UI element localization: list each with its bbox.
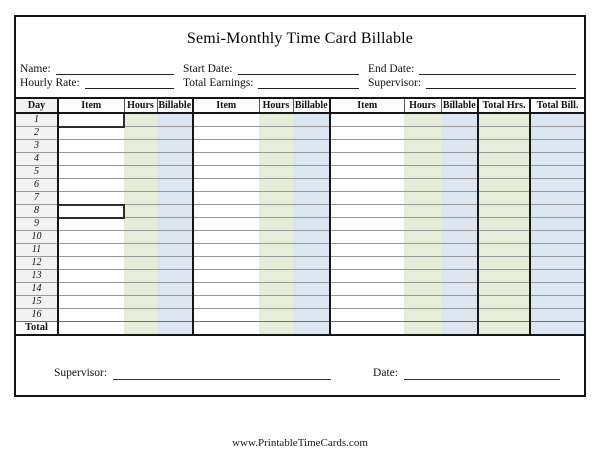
item-cell[interactable] — [330, 218, 404, 231]
day-row-12 — [16, 257, 584, 270]
hours-cell[interactable] — [259, 244, 293, 257]
hours-cell[interactable] — [259, 270, 293, 283]
hours-cell[interactable] — [259, 192, 293, 205]
billable-cell[interactable] — [293, 179, 330, 192]
column-header-item: Item — [193, 98, 259, 113]
day-row-1 — [16, 113, 584, 127]
day-number: 2 — [16, 127, 58, 140]
billable-cell[interactable] — [157, 218, 193, 231]
item-cell[interactable] — [58, 231, 124, 244]
day-row-15 — [16, 296, 584, 309]
item-cell[interactable] — [193, 218, 259, 231]
billable-cell[interactable] — [293, 283, 330, 296]
hours-cell[interactable] — [404, 218, 441, 231]
total-hrs-cell[interactable] — [478, 231, 530, 244]
hours-cell[interactable] — [259, 113, 293, 127]
billable-cell[interactable] — [293, 309, 330, 322]
billable-cell[interactable] — [441, 166, 478, 179]
item-cell[interactable] — [330, 296, 404, 309]
billable-cell[interactable] — [441, 218, 478, 231]
total-hrs-cell[interactable] — [478, 309, 530, 322]
billable-cell[interactable] — [441, 192, 478, 205]
item-cell[interactable] — [58, 166, 124, 179]
item-cell[interactable] — [330, 140, 404, 153]
total-row-label: Total — [16, 322, 58, 335]
hours-cell[interactable] — [124, 179, 157, 192]
item-cell[interactable] — [193, 283, 259, 296]
day-number: 4 — [16, 153, 58, 166]
billable-cell[interactable] — [157, 322, 193, 335]
day-row-14 — [16, 283, 584, 296]
time-card-form — [14, 15, 586, 397]
day-number: 7 — [16, 192, 58, 205]
billable-cell[interactable] — [157, 244, 193, 257]
day-row-10 — [16, 231, 584, 244]
item-cell[interactable] — [193, 140, 259, 153]
total-hrs-cell[interactable] — [478, 179, 530, 192]
hours-cell[interactable] — [124, 113, 157, 127]
billable-cell[interactable] — [293, 244, 330, 257]
billable-cell[interactable] — [441, 244, 478, 257]
hours-cell[interactable] — [124, 192, 157, 205]
hours-cell[interactable] — [404, 270, 441, 283]
hours-cell[interactable] — [124, 140, 157, 153]
day-row-13 — [16, 270, 584, 283]
item-cell[interactable] — [58, 296, 124, 309]
item-cell[interactable] — [330, 153, 404, 166]
hours-cell[interactable] — [124, 270, 157, 283]
start-date-input[interactable] — [238, 63, 360, 75]
end-date-field — [368, 63, 580, 75]
supervisor-field — [368, 77, 580, 89]
billable-cell[interactable] — [441, 205, 478, 218]
item-cell[interactable] — [330, 231, 404, 244]
total-bill-cell[interactable] — [530, 218, 584, 231]
hours-cell[interactable] — [124, 283, 157, 296]
hours-cell[interactable] — [259, 127, 293, 140]
item-cell[interactable] — [330, 113, 404, 127]
day-number: 12 — [16, 257, 58, 270]
item-cell[interactable] — [193, 127, 259, 140]
day-number: 13 — [16, 270, 58, 283]
item-cell[interactable] — [193, 192, 259, 205]
total-hrs-cell[interactable] — [478, 166, 530, 179]
signature-date-input[interactable] — [404, 367, 560, 380]
day-number: 3 — [16, 140, 58, 153]
billable-cell[interactable] — [293, 322, 330, 335]
hours-cell[interactable] — [404, 309, 441, 322]
billable-cell[interactable] — [293, 153, 330, 166]
day-row-5 — [16, 166, 584, 179]
total-hrs-cell[interactable] — [478, 218, 530, 231]
hourly-rate-input[interactable] — [85, 77, 174, 89]
hours-cell[interactable] — [259, 179, 293, 192]
hours-cell[interactable] — [259, 218, 293, 231]
billable-cell[interactable] — [293, 192, 330, 205]
billable-cell[interactable] — [157, 179, 193, 192]
item-cell[interactable] — [58, 205, 124, 218]
hourly-rate-label: Hourly Rate: — [20, 77, 80, 89]
billable-cell[interactable] — [157, 283, 193, 296]
total-hrs-cell[interactable] — [478, 127, 530, 140]
billable-cell[interactable] — [157, 309, 193, 322]
day-row-11 — [16, 244, 584, 257]
total-bill-cell[interactable] — [530, 140, 584, 153]
hours-cell[interactable] — [404, 283, 441, 296]
total-bill-cell[interactable] — [530, 153, 584, 166]
hours-cell[interactable] — [259, 257, 293, 270]
item-cell[interactable] — [58, 113, 124, 127]
total-bill-cell[interactable] — [530, 309, 584, 322]
total-bill-cell[interactable] — [530, 113, 584, 127]
total-bill-cell[interactable] — [530, 166, 584, 179]
total-hrs-cell[interactable] — [478, 270, 530, 283]
item-cell[interactable] — [193, 113, 259, 127]
total-bill-cell[interactable] — [530, 127, 584, 140]
item-cell[interactable] — [193, 270, 259, 283]
billable-cell[interactable] — [441, 113, 478, 127]
item-cell[interactable] — [58, 257, 124, 270]
item-cell[interactable] — [330, 309, 404, 322]
item-cell[interactable] — [193, 205, 259, 218]
item-cell[interactable] — [330, 127, 404, 140]
billable-cell[interactable] — [157, 231, 193, 244]
hours-cell[interactable] — [259, 283, 293, 296]
billable-cell[interactable] — [157, 270, 193, 283]
hours-cell[interactable] — [124, 205, 157, 218]
billable-cell[interactable] — [293, 205, 330, 218]
total-earnings-input[interactable] — [258, 77, 359, 89]
total-hrs-cell[interactable] — [478, 205, 530, 218]
column-header-hours: Hours — [259, 98, 293, 113]
day-number: 5 — [16, 166, 58, 179]
item-cell[interactable] — [193, 257, 259, 270]
hours-cell[interactable] — [124, 257, 157, 270]
hours-cell[interactable] — [124, 309, 157, 322]
day-row-3 — [16, 140, 584, 153]
name-field — [20, 63, 183, 75]
billable-cell[interactable] — [157, 166, 193, 179]
billable-cell[interactable] — [293, 113, 330, 127]
hours-cell[interactable] — [124, 231, 157, 244]
item-cell[interactable] — [330, 166, 404, 179]
billable-cell[interactable] — [441, 309, 478, 322]
column-header-hours: Hours — [404, 98, 441, 113]
hours-cell[interactable] — [259, 205, 293, 218]
item-cell[interactable] — [58, 322, 124, 335]
day-row-16 — [16, 309, 584, 322]
hours-cell[interactable] — [124, 218, 157, 231]
column-header-total-hrs: Total Hrs. — [478, 98, 530, 113]
billable-cell[interactable] — [441, 179, 478, 192]
billable-cell[interactable] — [157, 192, 193, 205]
billable-cell[interactable] — [441, 322, 478, 335]
billable-cell[interactable] — [157, 140, 193, 153]
billable-cell[interactable] — [293, 231, 330, 244]
item-cell[interactable] — [193, 166, 259, 179]
total-hrs-cell[interactable] — [478, 296, 530, 309]
name-input[interactable] — [56, 63, 174, 75]
billable-cell[interactable] — [441, 127, 478, 140]
column-header-total-bill: Total Bill. — [530, 98, 584, 113]
item-cell[interactable] — [58, 127, 124, 140]
form-title: Semi-Monthly Time Card Billable — [186, 30, 414, 47]
hours-cell[interactable] — [259, 153, 293, 166]
item-cell[interactable] — [58, 140, 124, 153]
billable-cell[interactable] — [441, 257, 478, 270]
item-cell[interactable] — [58, 283, 124, 296]
column-header-hours: Hours — [124, 98, 157, 113]
total-hrs-cell[interactable] — [478, 257, 530, 270]
hours-cell[interactable] — [404, 296, 441, 309]
time-card-table — [16, 97, 584, 336]
billable-cell[interactable] — [441, 296, 478, 309]
item-cell[interactable] — [58, 153, 124, 166]
billable-cell[interactable] — [293, 270, 330, 283]
billable-cell[interactable] — [157, 205, 193, 218]
total-hrs-cell[interactable] — [478, 192, 530, 205]
item-cell[interactable] — [330, 205, 404, 218]
total-bill-cell[interactable] — [530, 244, 584, 257]
item-cell[interactable] — [58, 244, 124, 257]
column-header-day: Day — [16, 98, 58, 113]
total-hrs-cell[interactable] — [478, 140, 530, 153]
day-row-6 — [16, 179, 584, 192]
column-header-billable: Billable — [441, 98, 478, 113]
billable-cell[interactable] — [293, 218, 330, 231]
hours-cell[interactable] — [259, 231, 293, 244]
hours-cell[interactable] — [124, 127, 157, 140]
supervisor-input[interactable] — [426, 77, 576, 89]
day-number: 6 — [16, 179, 58, 192]
column-header-item: Item — [330, 98, 404, 113]
hours-cell[interactable] — [404, 179, 441, 192]
hours-cell[interactable] — [404, 153, 441, 166]
day-row-8 — [16, 205, 584, 218]
item-cell[interactable] — [193, 179, 259, 192]
total-bill-cell[interactable] — [530, 257, 584, 270]
item-cell[interactable] — [58, 192, 124, 205]
column-header-item: Item — [58, 98, 124, 113]
billable-cell[interactable] — [441, 153, 478, 166]
column-header-billable: Billable — [158, 100, 192, 111]
total-earnings-label: Total Earnings: — [183, 77, 254, 89]
end-date-label: End Date: — [368, 63, 415, 75]
hours-cell[interactable] — [259, 140, 293, 153]
website-footer: www.PrintableTimeCards.com — [232, 437, 368, 449]
item-cell[interactable] — [330, 192, 404, 205]
item-cell[interactable] — [193, 244, 259, 257]
hours-cell[interactable] — [259, 309, 293, 322]
total-earnings-field — [183, 77, 368, 89]
item-cell[interactable] — [330, 244, 404, 257]
billable-cell[interactable] — [293, 127, 330, 140]
billable-cell[interactable] — [157, 296, 193, 309]
total-bill-cell[interactable] — [530, 205, 584, 218]
item-cell[interactable] — [193, 153, 259, 166]
hours-cell[interactable] — [404, 231, 441, 244]
billable-cell[interactable] — [293, 140, 330, 153]
day-number: 15 — [16, 296, 58, 309]
day-number: 1 — [16, 113, 58, 127]
item-cell[interactable] — [193, 231, 259, 244]
day-row-4 — [16, 153, 584, 166]
item-cell[interactable] — [58, 179, 124, 192]
name-label: Name: — [20, 63, 51, 75]
hours-cell[interactable] — [259, 166, 293, 179]
item-cell[interactable] — [58, 309, 124, 322]
day-number: 8 — [16, 205, 58, 218]
total-bill-cell[interactable] — [530, 283, 584, 296]
end-date-input[interactable] — [419, 63, 576, 75]
billable-cell[interactable] — [441, 283, 478, 296]
total-row — [16, 322, 584, 335]
item-cell[interactable] — [330, 283, 404, 296]
hours-cell[interactable] — [404, 192, 441, 205]
hours-cell[interactable] — [404, 166, 441, 179]
day-row-9 — [16, 218, 584, 231]
billable-cell[interactable] — [157, 153, 193, 166]
hours-cell[interactable] — [124, 244, 157, 257]
billable-cell[interactable] — [441, 231, 478, 244]
item-cell[interactable] — [58, 270, 124, 283]
hours-cell[interactable] — [404, 113, 441, 127]
billable-cell[interactable] — [293, 257, 330, 270]
day-number: 9 — [16, 218, 58, 231]
day-row-7 — [16, 192, 584, 205]
hours-cell[interactable] — [404, 127, 441, 140]
total-bill-cell[interactable] — [530, 231, 584, 244]
hours-cell[interactable] — [259, 296, 293, 309]
column-header-billable: Billable — [293, 98, 330, 113]
header-fields — [16, 61, 584, 89]
item-cell[interactable] — [193, 309, 259, 322]
day-number: 14 — [16, 283, 58, 296]
hours-cell[interactable] — [259, 322, 293, 335]
signature-supervisor-label: Supervisor: — [54, 367, 108, 379]
signature-supervisor-input[interactable] — [113, 367, 331, 380]
total-bill-cell[interactable] — [530, 322, 584, 335]
hours-cell[interactable] — [404, 205, 441, 218]
day-number: 16 — [16, 309, 58, 322]
item-cell[interactable] — [330, 257, 404, 270]
signature-row — [16, 367, 584, 380]
table-header-row — [16, 98, 584, 113]
day-row-2 — [16, 127, 584, 140]
billable-cell[interactable] — [293, 166, 330, 179]
item-cell[interactable] — [193, 322, 259, 335]
hours-cell[interactable] — [404, 140, 441, 153]
hours-cell[interactable] — [124, 153, 157, 166]
hours-cell[interactable] — [124, 166, 157, 179]
item-cell[interactable] — [330, 179, 404, 192]
start-date-label: Start Date: — [183, 63, 233, 75]
total-bill-cell[interactable] — [530, 270, 584, 283]
total-bill-cell[interactable] — [530, 192, 584, 205]
billable-cell[interactable] — [157, 113, 193, 127]
billable-cell[interactable] — [293, 296, 330, 309]
total-bill-cell[interactable] — [530, 296, 584, 309]
day-number: 11 — [16, 244, 58, 257]
total-hrs-cell[interactable] — [478, 153, 530, 166]
total-bill-cell[interactable] — [530, 179, 584, 192]
day-number: 10 — [16, 231, 58, 244]
total-hrs-cell[interactable] — [478, 113, 530, 127]
item-cell[interactable] — [193, 296, 259, 309]
billable-cell[interactable] — [157, 127, 193, 140]
item-cell[interactable] — [330, 322, 404, 335]
total-hrs-cell[interactable] — [478, 283, 530, 296]
billable-cell[interactable] — [441, 270, 478, 283]
signature-date-label: Date: — [373, 367, 398, 379]
hours-cell[interactable] — [404, 244, 441, 257]
fields-row-1 — [20, 61, 580, 75]
billable-cell[interactable] — [157, 257, 193, 270]
billable-cell[interactable] — [441, 140, 478, 153]
fields-row-2 — [20, 75, 580, 89]
item-cell[interactable] — [58, 218, 124, 231]
hours-cell[interactable] — [404, 322, 441, 335]
hours-cell[interactable] — [404, 257, 441, 270]
start-date-field — [183, 63, 368, 75]
hourly-rate-field — [20, 77, 183, 89]
total-hrs-cell[interactable] — [478, 244, 530, 257]
total-hrs-cell[interactable] — [478, 322, 530, 335]
item-cell[interactable] — [330, 270, 404, 283]
hours-cell[interactable] — [124, 296, 157, 309]
supervisor-label: Supervisor: — [368, 77, 422, 89]
hours-cell[interactable] — [124, 322, 157, 335]
